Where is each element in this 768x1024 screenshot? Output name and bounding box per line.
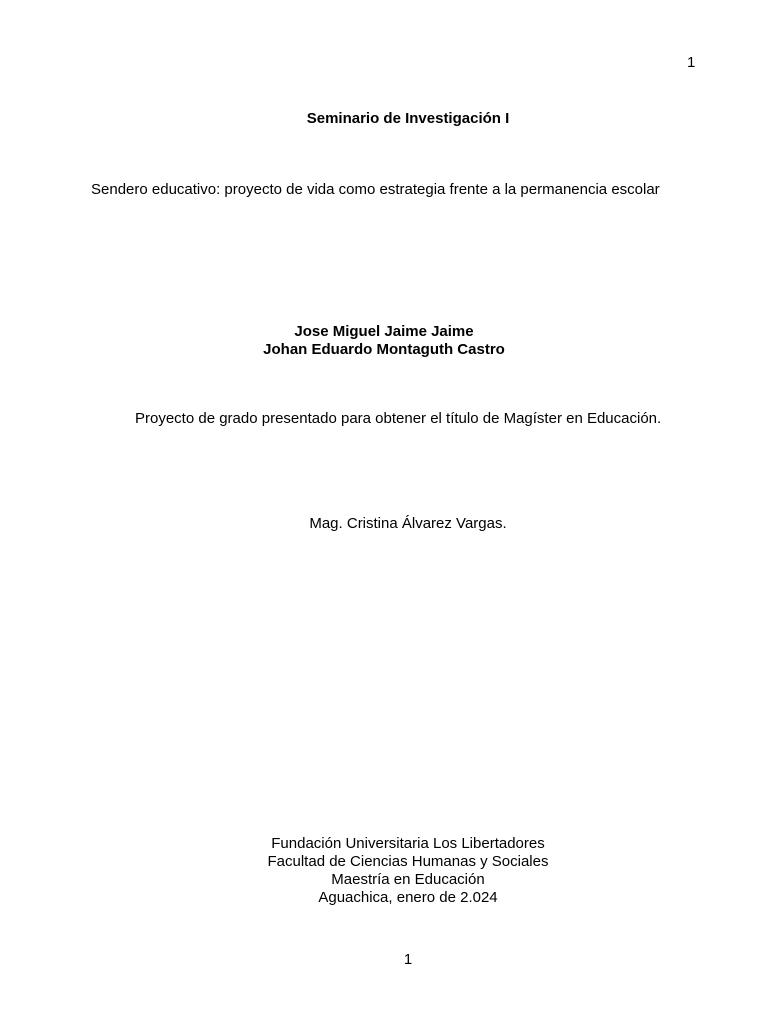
institution-block: [24, 835, 768, 907]
author-name: Johan Eduardo Montaguth Castro: [263, 341, 505, 358]
project-title: Sendero educativo: proyecto de vida como estrategia frente a la permanencia escolar: [91, 181, 660, 198]
institution-line: Aguachica, enero de 2.024: [318, 889, 498, 906]
header-page-number: 1: [687, 54, 696, 71]
footer-page-number: 1: [403, 951, 413, 968]
author-name: Jose Miguel Jaime Jaime: [294, 323, 474, 340]
institution-line: Fundación Universitaria Los Libertadores: [271, 835, 545, 852]
author-block: [0, 323, 768, 359]
advisor-name: Mag. Cristina Álvarez Vargas.: [309, 515, 507, 532]
institution-line: Facultad de Ciencias Humanas y Sociales: [267, 853, 549, 870]
degree-statement: Proyecto de grado presentado para obtener el título de Magíster en Educación.: [135, 410, 662, 427]
institution-line: Maestría en Educación: [331, 871, 485, 888]
course-title: Seminario de Investigación I: [306, 110, 510, 127]
